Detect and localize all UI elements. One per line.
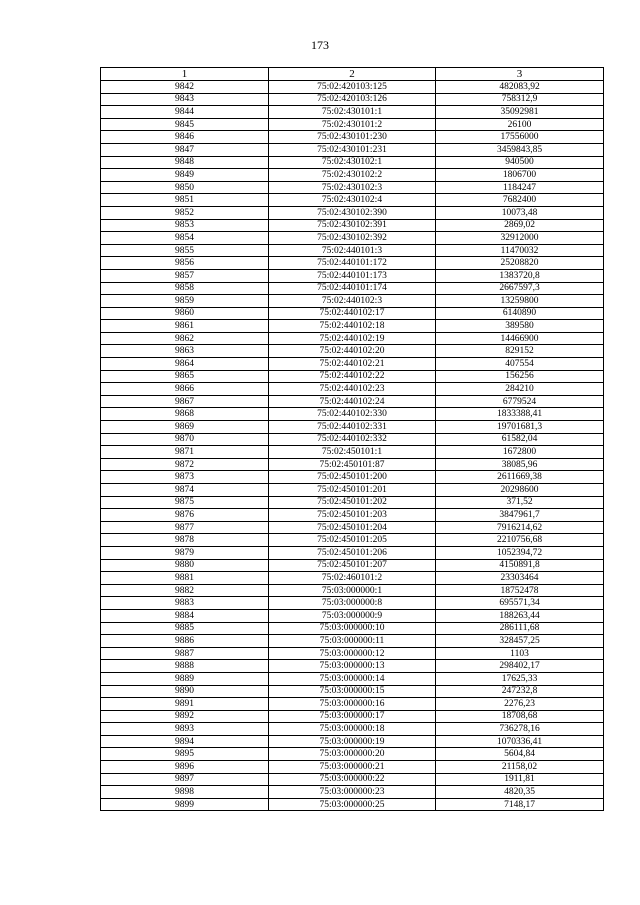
- value-cell: 2611669,38: [436, 471, 604, 484]
- cadastral-number-cell: 75:02:440101:172: [269, 257, 436, 270]
- row-number-cell: 9886: [101, 635, 269, 648]
- value-cell: 3459843,85: [436, 143, 604, 156]
- value-cell: 18708,68: [436, 710, 604, 723]
- table-row: [101, 358, 604, 371]
- table-row: [101, 181, 604, 194]
- row-number-cell: 9881: [101, 572, 269, 585]
- cadastral-number-cell: 75:02:450101:201: [269, 484, 436, 497]
- value-cell: 61582,04: [436, 433, 604, 446]
- cadastral-table: [100, 67, 604, 811]
- table-row: [101, 635, 604, 648]
- row-number-cell: 9888: [101, 660, 269, 673]
- row-number-cell: 9842: [101, 81, 269, 94]
- header-row: [101, 68, 604, 81]
- value-cell: 2869,02: [436, 219, 604, 232]
- cadastral-number-cell: 75:02:450101:87: [269, 458, 436, 471]
- column-header-1: 1: [101, 68, 269, 81]
- cadastral-number-cell: 75:02:440102:17: [269, 307, 436, 320]
- value-cell: 1383720,8: [436, 269, 604, 282]
- row-number-cell: 9891: [101, 698, 269, 711]
- value-cell: 1052394,72: [436, 546, 604, 559]
- value-cell: 25208820: [436, 257, 604, 270]
- row-number-cell: 9898: [101, 786, 269, 799]
- row-number-cell: 9866: [101, 383, 269, 396]
- row-number-cell: 9870: [101, 433, 269, 446]
- value-cell: 35092981: [436, 106, 604, 119]
- table-row: [101, 282, 604, 295]
- cadastral-number-cell: 75:03:000000:25: [269, 798, 436, 811]
- value-cell: 6779524: [436, 395, 604, 408]
- table-body: [101, 81, 604, 811]
- table-row: [101, 118, 604, 131]
- cadastral-number-cell: 75:02:430102:392: [269, 232, 436, 245]
- table-row: [101, 219, 604, 232]
- value-cell: 284210: [436, 383, 604, 396]
- cadastral-number-cell: 75:03:000000:13: [269, 660, 436, 673]
- table-row: [101, 484, 604, 497]
- value-cell: 829152: [436, 345, 604, 358]
- row-number-cell: 9861: [101, 320, 269, 333]
- table-row: [101, 660, 604, 673]
- cadastral-number-cell: 75:03:000000:18: [269, 723, 436, 736]
- cadastral-number-cell: 75:02:430101:1: [269, 106, 436, 119]
- row-number-cell: 9887: [101, 647, 269, 660]
- value-cell: 1833388,41: [436, 408, 604, 421]
- value-cell: 940500: [436, 156, 604, 169]
- cadastral-number-cell: 75:03:000000:14: [269, 672, 436, 685]
- cadastral-number-cell: 75:03:000000:20: [269, 748, 436, 761]
- cadastral-number-cell: 75:02:440102:21: [269, 358, 436, 371]
- row-number-cell: 9897: [101, 773, 269, 786]
- table-row: [101, 332, 604, 345]
- value-cell: 18752478: [436, 584, 604, 597]
- cadastral-number-cell: 75:03:000000:15: [269, 685, 436, 698]
- table-row: [101, 723, 604, 736]
- table-row: [101, 295, 604, 308]
- table-row: [101, 773, 604, 786]
- cadastral-number-cell: 75:02:430102:4: [269, 194, 436, 207]
- value-cell: 14466900: [436, 332, 604, 345]
- row-number-cell: 9890: [101, 685, 269, 698]
- row-number-cell: 9893: [101, 723, 269, 736]
- table-row: [101, 433, 604, 446]
- row-number-cell: 9844: [101, 106, 269, 119]
- value-cell: 2667597,3: [436, 282, 604, 295]
- row-number-cell: 9889: [101, 672, 269, 685]
- table-row: [101, 572, 604, 585]
- cadastral-number-cell: 75:02:440102:24: [269, 395, 436, 408]
- cadastral-number-cell: 75:02:440101:173: [269, 269, 436, 282]
- value-cell: 695571,34: [436, 597, 604, 610]
- table-row: [101, 81, 604, 94]
- column-header-3: 3: [436, 68, 604, 81]
- row-number-cell: 9867: [101, 395, 269, 408]
- table-row: [101, 710, 604, 723]
- value-cell: 21158,02: [436, 761, 604, 774]
- table-row: [101, 307, 604, 320]
- row-number-cell: 9859: [101, 295, 269, 308]
- cadastral-number-cell: 75:02:440101:174: [269, 282, 436, 295]
- table-row: [101, 735, 604, 748]
- row-number-cell: 9879: [101, 546, 269, 559]
- cadastral-number-cell: 75:02:440102:3: [269, 295, 436, 308]
- table-header: [101, 68, 604, 81]
- value-cell: 298402,17: [436, 660, 604, 673]
- row-number-cell: 9868: [101, 408, 269, 421]
- value-cell: 10073,48: [436, 206, 604, 219]
- value-cell: 7148,17: [436, 798, 604, 811]
- value-cell: 758312,9: [436, 93, 604, 106]
- table-row: [101, 546, 604, 559]
- table-row: [101, 269, 604, 282]
- cadastral-number-cell: 75:03:000000:9: [269, 609, 436, 622]
- value-cell: 5604,84: [436, 748, 604, 761]
- row-number-cell: 9863: [101, 345, 269, 358]
- value-cell: 13259800: [436, 295, 604, 308]
- value-cell: 247232,8: [436, 685, 604, 698]
- table-row: [101, 521, 604, 534]
- row-number-cell: 9850: [101, 181, 269, 194]
- table-row: [101, 471, 604, 484]
- row-number-cell: 9848: [101, 156, 269, 169]
- cadastral-number-cell: 75:02:430102:3: [269, 181, 436, 194]
- cadastral-number-cell: 75:02:430102:1: [269, 156, 436, 169]
- row-number-cell: 9872: [101, 458, 269, 471]
- table-row: [101, 748, 604, 761]
- row-number-cell: 9884: [101, 609, 269, 622]
- table-row: [101, 685, 604, 698]
- cadastral-number-cell: 75:03:000000:23: [269, 786, 436, 799]
- row-number-cell: 9894: [101, 735, 269, 748]
- row-number-cell: 9853: [101, 219, 269, 232]
- value-cell: 389580: [436, 320, 604, 333]
- cadastral-number-cell: 75:03:000000:11: [269, 635, 436, 648]
- cadastral-number-cell: 75:03:000000:16: [269, 698, 436, 711]
- value-cell: 6140890: [436, 307, 604, 320]
- table-row: [101, 194, 604, 207]
- table-row: [101, 408, 604, 421]
- row-number-cell: 9849: [101, 169, 269, 182]
- row-number-cell: 9895: [101, 748, 269, 761]
- value-cell: 156256: [436, 370, 604, 383]
- cadastral-number-cell: 75:02:440102:22: [269, 370, 436, 383]
- table-row: [101, 131, 604, 144]
- table-row: [101, 798, 604, 811]
- cadastral-number-cell: 75:02:440102:331: [269, 421, 436, 434]
- cadastral-number-cell: 75:02:440102:332: [269, 433, 436, 446]
- row-number-cell: 9860: [101, 307, 269, 320]
- value-cell: 1672800: [436, 446, 604, 459]
- value-cell: 736278,16: [436, 723, 604, 736]
- column-header-2: 2: [269, 68, 436, 81]
- table-row: [101, 698, 604, 711]
- table-row: [101, 244, 604, 257]
- row-number-cell: 9880: [101, 559, 269, 572]
- value-cell: 38085,96: [436, 458, 604, 471]
- cadastral-number-cell: 75:02:450101:207: [269, 559, 436, 572]
- row-number-cell: 9885: [101, 622, 269, 635]
- value-cell: 371,52: [436, 496, 604, 509]
- row-number-cell: 9846: [101, 131, 269, 144]
- row-number-cell: 9871: [101, 446, 269, 459]
- table-row: [101, 622, 604, 635]
- value-cell: 4820,35: [436, 786, 604, 799]
- value-cell: 23303464: [436, 572, 604, 585]
- table-row: [101, 169, 604, 182]
- table-row: [101, 509, 604, 522]
- table-row: [101, 761, 604, 774]
- row-number-cell: 9883: [101, 597, 269, 610]
- row-number-cell: 9847: [101, 143, 269, 156]
- table-row: [101, 786, 604, 799]
- table-row: [101, 206, 604, 219]
- table-row: [101, 370, 604, 383]
- row-number-cell: 9896: [101, 761, 269, 774]
- table-row: [101, 647, 604, 660]
- table-row: [101, 559, 604, 572]
- cadastral-number-cell: 75:02:440101:3: [269, 244, 436, 257]
- table-row: [101, 446, 604, 459]
- cadastral-number-cell: 75:03:000000:10: [269, 622, 436, 635]
- cadastral-number-cell: 75:03:000000:1: [269, 584, 436, 597]
- cadastral-number-cell: 75:02:450101:203: [269, 509, 436, 522]
- table-row: [101, 534, 604, 547]
- cadastral-number-cell: 75:02:450101:205: [269, 534, 436, 547]
- row-number-cell: 9882: [101, 584, 269, 597]
- table-row: [101, 395, 604, 408]
- table-row: [101, 496, 604, 509]
- table-row: [101, 93, 604, 106]
- row-number-cell: 9873: [101, 471, 269, 484]
- row-number-cell: 9856: [101, 257, 269, 270]
- value-cell: 328457,25: [436, 635, 604, 648]
- row-number-cell: 9878: [101, 534, 269, 547]
- row-number-cell: 9874: [101, 484, 269, 497]
- row-number-cell: 9851: [101, 194, 269, 207]
- table-row: [101, 383, 604, 396]
- value-cell: 482083,92: [436, 81, 604, 94]
- table-row: [101, 143, 604, 156]
- cadastral-number-cell: 75:02:420103:126: [269, 93, 436, 106]
- table-row: [101, 320, 604, 333]
- cadastral-number-cell: 75:03:000000:19: [269, 735, 436, 748]
- cadastral-number-cell: 75:03:000000:8: [269, 597, 436, 610]
- value-cell: 7682400: [436, 194, 604, 207]
- cadastral-number-cell: 75:02:460101:2: [269, 572, 436, 585]
- value-cell: 286111,68: [436, 622, 604, 635]
- value-cell: 1103: [436, 647, 604, 660]
- cadastral-number-cell: 75:02:450101:206: [269, 546, 436, 559]
- value-cell: 17556000: [436, 131, 604, 144]
- cadastral-number-cell: 75:02:430101:230: [269, 131, 436, 144]
- value-cell: 407554: [436, 358, 604, 371]
- value-cell: 2276,23: [436, 698, 604, 711]
- row-number-cell: 9858: [101, 282, 269, 295]
- row-number-cell: 9857: [101, 269, 269, 282]
- cadastral-number-cell: 75:02:440102:23: [269, 383, 436, 396]
- cadastral-number-cell: 75:02:430102:2: [269, 169, 436, 182]
- row-number-cell: 9862: [101, 332, 269, 345]
- table-row: [101, 106, 604, 119]
- page-number: 173: [311, 38, 329, 52]
- row-number-cell: 9843: [101, 93, 269, 106]
- cadastral-number-cell: 75:02:450101:202: [269, 496, 436, 509]
- value-cell: 4150891,8: [436, 559, 604, 572]
- cadastral-number-cell: 75:02:440102:19: [269, 332, 436, 345]
- row-number-cell: 9869: [101, 421, 269, 434]
- value-cell: 17625,33: [436, 672, 604, 685]
- cadastral-number-cell: 75:02:450101:1: [269, 446, 436, 459]
- table-row: [101, 232, 604, 245]
- row-number-cell: 9854: [101, 232, 269, 245]
- row-number-cell: 9875: [101, 496, 269, 509]
- cadastral-number-cell: 75:03:000000:12: [269, 647, 436, 660]
- value-cell: 26100: [436, 118, 604, 131]
- row-number-cell: 9865: [101, 370, 269, 383]
- value-cell: 188263,44: [436, 609, 604, 622]
- row-number-cell: 9877: [101, 521, 269, 534]
- cadastral-number-cell: 75:02:430101:2: [269, 118, 436, 131]
- cadastral-number-cell: 75:03:000000:21: [269, 761, 436, 774]
- value-cell: 1911,81: [436, 773, 604, 786]
- table-row: [101, 458, 604, 471]
- cadastral-number-cell: 75:02:440102:18: [269, 320, 436, 333]
- row-number-cell: 9864: [101, 358, 269, 371]
- table-row: [101, 672, 604, 685]
- table-row: [101, 257, 604, 270]
- cadastral-number-cell: 75:02:440102:330: [269, 408, 436, 421]
- row-number-cell: 9899: [101, 798, 269, 811]
- table-row: [101, 609, 604, 622]
- row-number-cell: 9855: [101, 244, 269, 257]
- cadastral-number-cell: 75:02:450101:204: [269, 521, 436, 534]
- table-row: [101, 156, 604, 169]
- table-row: [101, 597, 604, 610]
- value-cell: 7916214,62: [436, 521, 604, 534]
- row-number-cell: 9876: [101, 509, 269, 522]
- cadastral-number-cell: 75:02:430102:391: [269, 219, 436, 232]
- cadastral-number-cell: 75:02:440102:20: [269, 345, 436, 358]
- value-cell: 3847961,7: [436, 509, 604, 522]
- table-row: [101, 421, 604, 434]
- cadastral-number-cell: 75:03:000000:22: [269, 773, 436, 786]
- cadastral-number-cell: 75:02:430101:231: [269, 143, 436, 156]
- value-cell: 32912000: [436, 232, 604, 245]
- value-cell: 11470032: [436, 244, 604, 257]
- cadastral-number-cell: 75:02:430102:390: [269, 206, 436, 219]
- cadastral-number-cell: 75:02:450101:200: [269, 471, 436, 484]
- value-cell: 19701681,3: [436, 421, 604, 434]
- table-row: [101, 345, 604, 358]
- cadastral-number-cell: 75:03:000000:17: [269, 710, 436, 723]
- row-number-cell: 9892: [101, 710, 269, 723]
- value-cell: 2210756,68: [436, 534, 604, 547]
- row-number-cell: 9845: [101, 118, 269, 131]
- value-cell: 1806700: [436, 169, 604, 182]
- row-number-cell: 9852: [101, 206, 269, 219]
- cadastral-number-cell: 75:02:420103:125: [269, 81, 436, 94]
- value-cell: 1184247: [436, 181, 604, 194]
- value-cell: 1070336,41: [436, 735, 604, 748]
- value-cell: 20298600: [436, 484, 604, 497]
- table-row: [101, 584, 604, 597]
